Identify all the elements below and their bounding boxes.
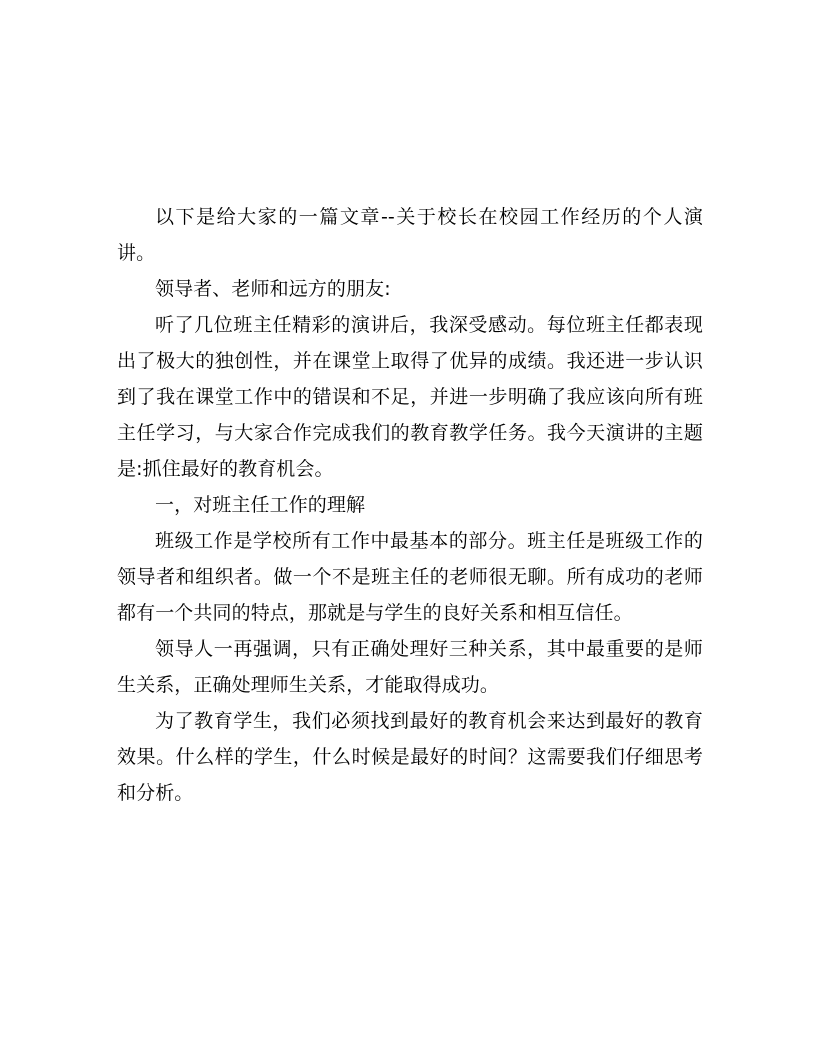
intro-paragraph: 以下是给大家的一篇文章--关于校长在校园工作经历的个人演讲。 — [117, 206, 703, 264]
body-paragraph: 听了几位班主任精彩的演讲后，我深受感动。每位班主任都表现出了极大的独创性，并在课堂上取得了优异的成绩。我还进一步认识到了我在课堂工作中的错误和不足，并进一步明确了我应该向所有班主任学习，与大家合作完成我们的教育教学任务。我今天演讲的主题是:抓住最好的教育机会。 — [117, 314, 703, 480]
section-heading: 一，对班主任工作的理解 — [155, 494, 366, 516]
body-paragraph: 领导人一再强调，只有正确处理好三种关系，其中最重要的是师生关系，正确处理师生关系，才能取得成功。 — [117, 638, 703, 696]
salutation-paragraph: 领导者、老师和远方的朋友: — [155, 278, 391, 300]
document-body — [117, 199, 703, 811]
body-paragraph: 为了教育学生，我们必须找到最好的教育机会来达到最好的教育效果。什么样的学生，什么时候是最好的时间？这需要我们仔细思考和分析。 — [117, 710, 703, 804]
body-paragraph: 班级工作是学校所有工作中最基本的部分。班主任是班级工作的领导者和组织者。做一个不是班主任的老师很无聊。所有成功的老师都有一个共同的特点，那就是与学生的良好关系和相互信任。 — [117, 530, 703, 624]
